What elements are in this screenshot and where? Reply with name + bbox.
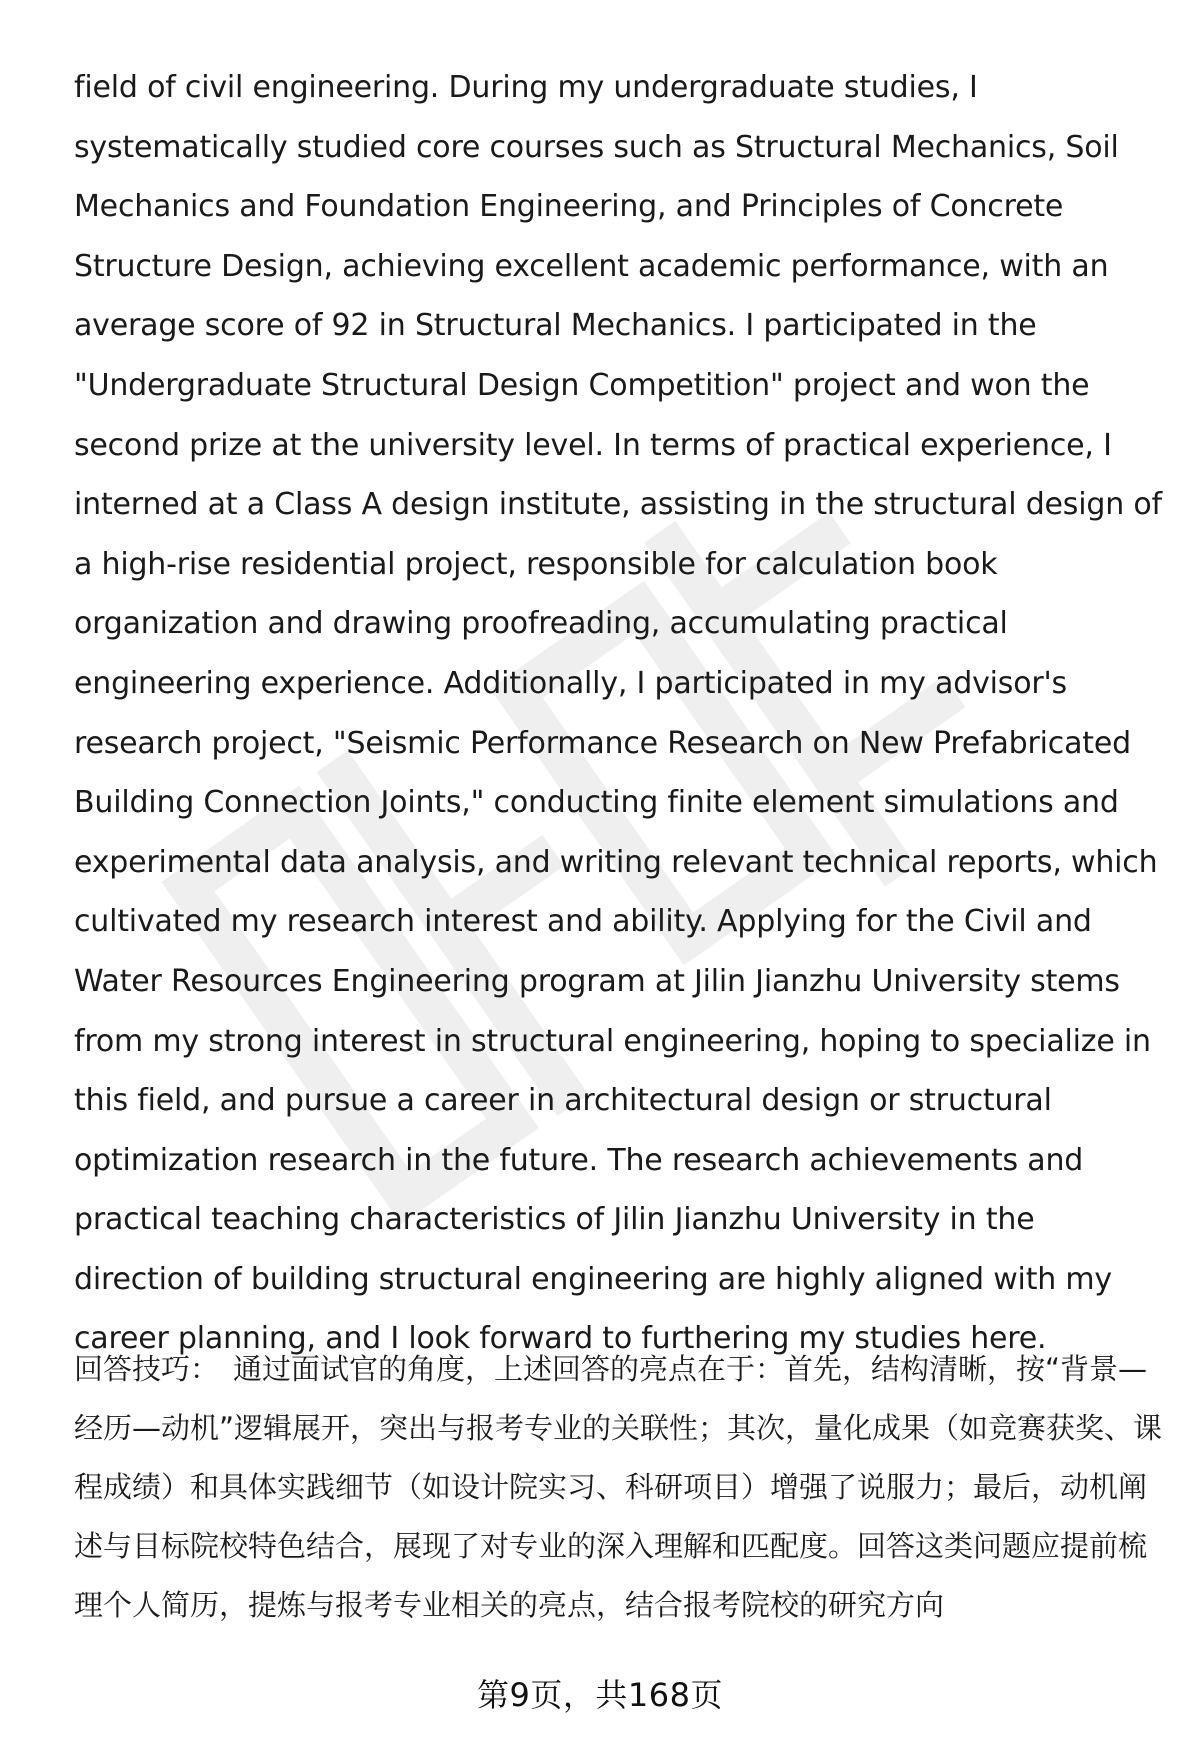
page-number-footer: 第9页，共168页: [477, 1676, 723, 1714]
tips-label: 回答技巧：: [74, 1352, 220, 1386]
tips-text: 通过面试官的角度，上述回答的亮点在于：首先，结构清晰，按“背景—经历—动机”逻辑展开，突出与报考专业的关联性；其次，量化成果（如竞赛获奖、课程成绩）和具体实践细节（如设计院实习、科研项目）增强了说服力；最后，动机阐述与目标院校特色结合，展现了对专业的深入理解和匹配度。回答这类问题应提前梳理个人简历，提炼与报考专业相关的亮点，结合报考院校的研究方向: [74, 1352, 1163, 1622]
main-text-block: [74, 58, 1164, 1369]
tips-paragraph: [74, 1340, 1164, 1635]
answer-tips-block: [74, 1340, 1164, 1635]
body-paragraph: field of civil engineering. During my undergraduate studies, I systematically studied core courses such as Structural Mechanics, Soil Mechanics and Foundation Engineering, and Principles of Concrete Structure Design, achieving excellent academic performance, with an average score of 92 in Structural Mechanics. I participated in the "Undergraduate Structural Design Competition" project and won the second prize at the university level. In terms of practical experience, I interned at a Class A design institute, assisting in the structural design of a high-rise residential project, responsible for calculation book organization and drawing proofreading, accumulating practical engineering experience. Additionally, I participated in my advisor's research project, "Seismic Performance Research on New Prefabricated Building Connection Joints," conducting finite element simulations and experimental data analysis, and writing relevant technical reports, which cultivated my research interest and ability. Applying for the Civil and Water Resources Engineering program at Jilin Jianzhu University stems from my strong interest in structural engineering, hoping to specialize in this field, and pursue a career in architectural design or structural optimization research in the future. The research achievements and practical teaching characteristics of Jilin Jianzhu University in the direction of building structural engineering are highly aligned with my career planning, and I look forward to furthering my studies here.: [74, 70, 1162, 1357]
